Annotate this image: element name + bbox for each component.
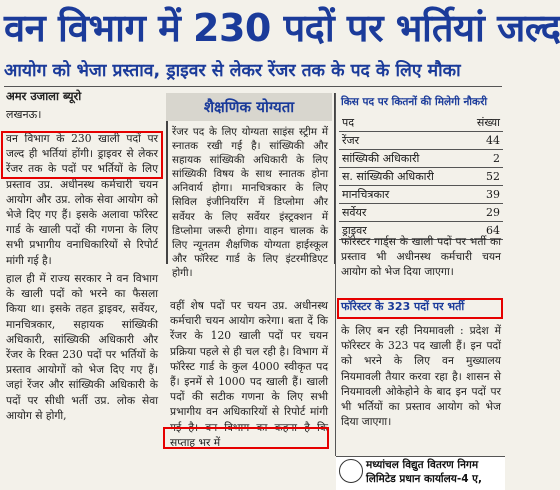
forester-posts-subhead: फॉरेस्टर के 323 पदों पर भर्ती bbox=[341, 300, 465, 313]
table-cell: 2 bbox=[465, 150, 503, 168]
table-cell: रेंजर bbox=[339, 132, 465, 150]
table-row bbox=[339, 204, 503, 222]
byline: अमर उजाला ब्यूरो bbox=[6, 89, 82, 103]
highlight-box-vacancies bbox=[163, 427, 329, 449]
column-divider bbox=[335, 93, 336, 456]
table-cell: 44 bbox=[465, 132, 503, 150]
table-cell: 29 bbox=[465, 204, 503, 222]
subheadline: आयोग को भेजा प्रस्ताव, ड्राइवर से लेकर रेंजर तक के पद के लिए मौका bbox=[4, 61, 461, 81]
table-cell: 64 bbox=[465, 222, 503, 240]
qualification-box-title: शैक्षणिक योग्यता bbox=[166, 93, 332, 121]
table-header-cell: संख्या bbox=[465, 114, 503, 132]
highlight-box-intro bbox=[1, 131, 163, 179]
table-row bbox=[339, 186, 503, 204]
divider bbox=[4, 86, 502, 87]
posts-table-title: किस पद पर कितनों की मिलेगी नौकरी bbox=[341, 96, 488, 108]
table-row bbox=[339, 150, 503, 168]
qualification-box-text: रेंजर पद के लिए योग्यता साइंस स्ट्रीम में स्नातक रखी गई है। सांख्यिकी और सहायक सांख्यिकी अधिकारी के लिए सांख्यिकी विषय के साथ स्नातक होना अनिवार्य होगा। मानचित्रकार के लिए सिविल इंजीनियरिंग में डिप्लोमा और सर्वेयर के लिए सर्वेयर इंस्ट्रक्शन में डिप्लोमा जरूरी होगा। वाहन चालक के लिए न्यूनतम शैक्षणिक योग्यता हाईस्कूल और फॉरेस्ट गार्ड के लिए इंटरमीडिएट होगी। bbox=[172, 126, 328, 279]
table-cell: सांख्यिकी अधिकारी bbox=[339, 150, 465, 168]
advertisement-text bbox=[366, 458, 504, 486]
dateline: लखनऊ। bbox=[6, 108, 42, 121]
table-cell: सर्वेयर bbox=[339, 204, 465, 222]
table-header-cell: पद bbox=[339, 114, 465, 132]
table-cell: ड्राइवर bbox=[339, 222, 465, 240]
table-row bbox=[339, 132, 503, 150]
highlight-box-forester bbox=[337, 298, 503, 319]
column-3-bottom-text: के लिए बन रही नियमावली : प्रदेश में फॉरेस्टर के 323 पद खाली हैं। इन पदों को भरने के लिए वन मुख्यालय नियमावली तैयार करवा रहा है। शासन से नियमावली ओकेहोने के बाद इन पदों पर भी भर्तियों का प्रस्ताव आयोग को भेज दिया जाएगा। bbox=[341, 324, 501, 429]
company-logo-icon bbox=[339, 459, 363, 483]
ad-line-1: मध्यांचल विद्युत वितरण निगम bbox=[366, 459, 479, 471]
table-cell: 52 bbox=[465, 168, 503, 186]
table-cell: मानचित्रकार bbox=[339, 186, 465, 204]
table-cell: 39 bbox=[465, 186, 503, 204]
table-cell: स. सांख्यिकी अधिकारी bbox=[339, 168, 465, 186]
table-row bbox=[339, 168, 503, 186]
column-2-bottom-text: वहीं शेष पदों पर चयन उप्र. अधीनस्थ कर्मचारी चयन आयोग करेगा। बता दें कि रेंजर के 120 खाली पदों पर चयन प्रक्रिया पहले से ही चल रही है। विभाग में फॉरेस्ट गार्ड के कुल 4000 स्वीकृत पद हैं। इनमें से 1000 पद खाली हैं। खाली पदों की सटीक गणना के लिए सभी प्रभागीय वन अधिकारियों से रिपोर्ट मांगी गई है। वन विभाग का कहना है कि सप्ताह भर में bbox=[170, 299, 328, 449]
posts-table bbox=[339, 114, 503, 240]
column-1-top-text: वन विभाग के 230 खाली पदों पर जल्द ही भर्तियां होंगी। ड्राइवर से लेकर रेंजर तक के पदों पर भर्तियों के लिए प्रस्ताव उप्र. अधीनस्थ कर्मचारी चयन आयोग और उप्र. लोक सेवा आयोग को भेजे दिए गए हैं। इसके अलावा फॉरेस्ट गार्ड के खाली पदों की गणना के लिए सभी प्रभागीय वनाधिकारियों से रिपोर्ट मांगी गई है। bbox=[6, 132, 158, 267]
column-3-top-text: फॉरेस्टर गार्ड्स के खाली पदों पर भर्ती का प्रस्ताव भी अधीनस्थ कर्मचारी चयन आयोग को भेज दिया जाएगा। bbox=[341, 235, 501, 279]
table-header-row bbox=[339, 114, 503, 132]
column-1-bottom-text: हाल ही में राज्य सरकार ने वन विभाग के खाली पदों को भरने का फैसला किया था। इसके तहत ड्राइवर, सर्वेयर, मानचित्रकार, सहायक सांख्यिकी अधिकारी, सांख्यिकी अधिकारी और रेंजर के रिक्त 230 पदों पर भर्तियों के प्रस्ताव आयोगों को भेज दिए गए हैं। जहां रेंजर और सांख्यिकी अधिकारी के पदों पर सीधी भर्ती उप्र. लोक सेवा आयोग से होगी, bbox=[6, 272, 158, 422]
headline: वन विभाग में 230 पदों पर भर्तियां जल्द bbox=[4, 6, 560, 50]
ad-line-2: लिमिटेड प्रधान कार्यालय-4 ए, bbox=[366, 473, 482, 485]
